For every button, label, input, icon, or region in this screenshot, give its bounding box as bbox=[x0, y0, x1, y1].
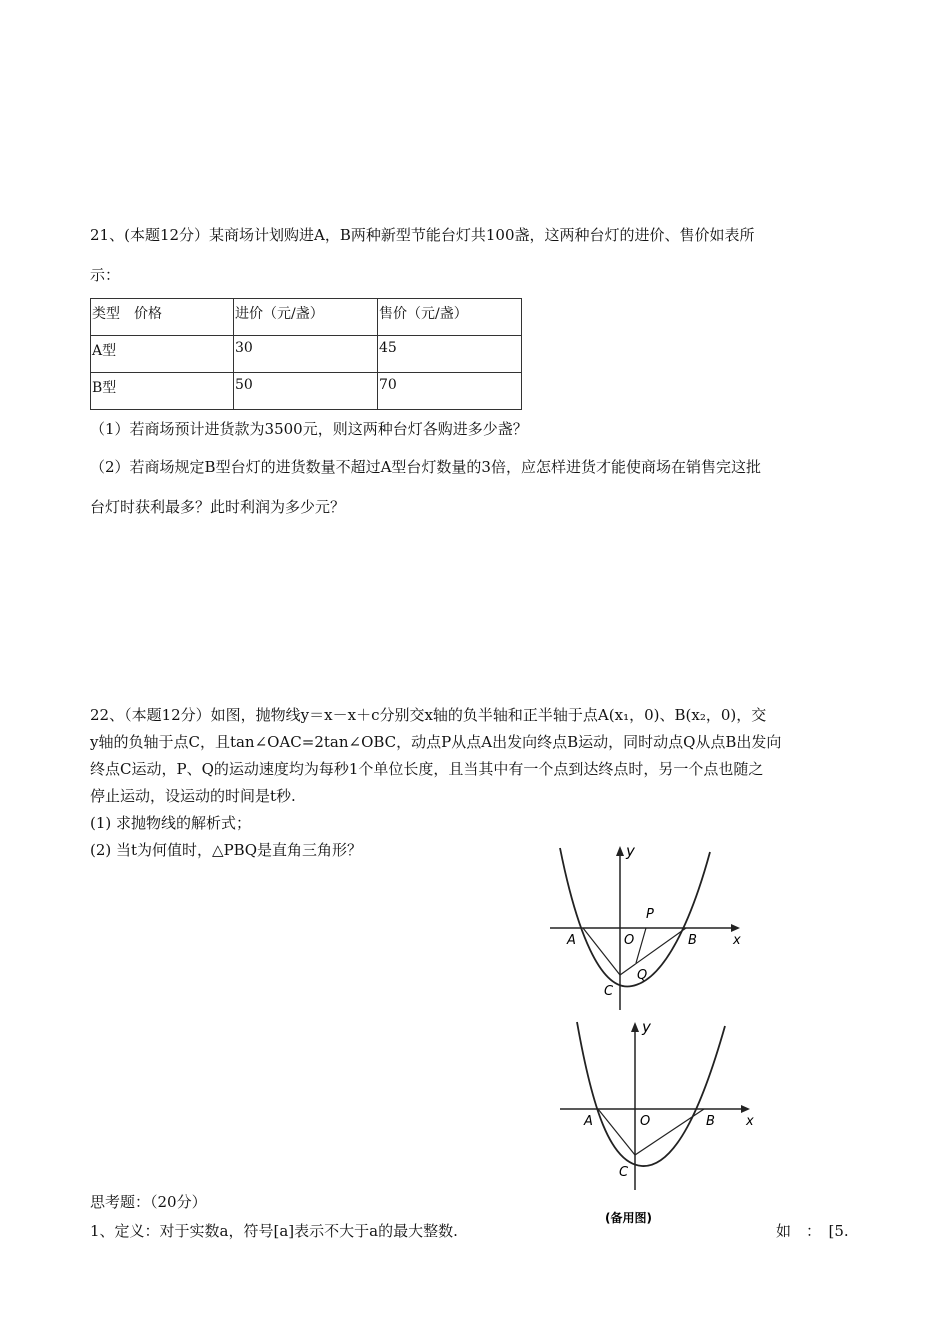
label-x: x bbox=[733, 933, 741, 948]
thinking-line1: 1、定义：对于实数a，符号[a]表示不大于a的最大整数. bbox=[90, 1222, 458, 1240]
label-c: C bbox=[619, 1165, 629, 1180]
q22-sub2: (2) 当t为何值时，△PBQ是直角三角形？ bbox=[90, 841, 362, 859]
y-axis-arrow bbox=[616, 846, 624, 856]
y-axis-arrow bbox=[631, 1022, 639, 1032]
q21-sub1: （1）若商场预计进货款为3500元，则这两种台灯各购进多少盏？ bbox=[90, 420, 528, 438]
q22-stem-line4: 停止运动，设运动的时间是t秒. bbox=[90, 787, 296, 805]
table-header-cell: 类型 价格 bbox=[91, 299, 234, 336]
table-header-row bbox=[91, 299, 522, 336]
q22-stem-line3: 终点C运动，P、Q的运动速度均为每秒1个单位长度，且当其中有一个点到达终点时，另一个点也随之 bbox=[90, 760, 764, 778]
label-y: y bbox=[642, 1018, 651, 1036]
table-header-cell: 售价（元/盏） bbox=[378, 299, 522, 336]
parabola-figure-main bbox=[540, 838, 760, 1018]
table-row bbox=[91, 373, 522, 410]
price-table bbox=[90, 298, 522, 410]
parabola-figure-backup bbox=[550, 1012, 770, 1232]
label-q: Q bbox=[637, 968, 648, 983]
label-b: B bbox=[688, 933, 697, 948]
label-o: O bbox=[640, 1114, 651, 1129]
table-cell: A型 bbox=[91, 336, 234, 373]
q21-stem-line1: 21、(本题12分）某商场计划购进A，B两种新型节能台灯共100盏，这两种台灯的进价、售价如表所 bbox=[90, 226, 755, 244]
label-y: y bbox=[626, 842, 635, 860]
thinking-heading: 思考题：（20分） bbox=[90, 1193, 207, 1211]
q22-sub1: (1) 求抛物线的解析式； bbox=[90, 814, 252, 832]
q22-stem-line1: 22、（本题12分）如图，抛物线y＝x－x＋c分别交x轴的负半轴和正半轴于点A(x₁，0)、B(x₂，0)，交 bbox=[90, 706, 767, 724]
table-header-cell: 进价（元/盏） bbox=[234, 299, 378, 336]
label-x: x bbox=[746, 1114, 754, 1129]
segment-ac bbox=[598, 1109, 635, 1155]
label-a: A bbox=[584, 1114, 593, 1129]
table-cell: 30 bbox=[234, 336, 378, 373]
label-o: O bbox=[624, 933, 635, 948]
label-a: A bbox=[567, 933, 576, 948]
figure-caption: (备用图) bbox=[605, 1211, 652, 1225]
parabola-curve bbox=[560, 848, 710, 987]
segment-ac bbox=[583, 928, 620, 975]
table-row bbox=[91, 336, 522, 373]
table-cell: 70 bbox=[378, 373, 522, 410]
thinking-line1-tail: 如 ： [5. bbox=[776, 1222, 849, 1240]
x-axis-arrow bbox=[741, 1105, 750, 1113]
q22-stem-line2: y轴的负轴于点C，且tan∠OAC=2tan∠OBC，动点P从点A出发向终点B运动，同时动点Q从点B出发向 bbox=[90, 733, 782, 751]
table-cell: 50 bbox=[234, 373, 378, 410]
table-cell: 45 bbox=[378, 336, 522, 373]
q21-stem-line2: 示： bbox=[90, 266, 121, 284]
label-p: P bbox=[646, 907, 654, 922]
table-cell: B型 bbox=[91, 373, 234, 410]
q21-sub2-line1: （2）若商场规定B型台灯的进货数量不超过A型台灯数量的3倍，应怎样进货才能使商场在销售完这批 bbox=[90, 458, 761, 476]
q21-sub2-line2: 台灯时获利最多？此时利润为多少元？ bbox=[90, 498, 346, 516]
label-b: B bbox=[706, 1114, 715, 1129]
x-axis-arrow bbox=[731, 924, 740, 932]
label-c: C bbox=[604, 984, 614, 999]
